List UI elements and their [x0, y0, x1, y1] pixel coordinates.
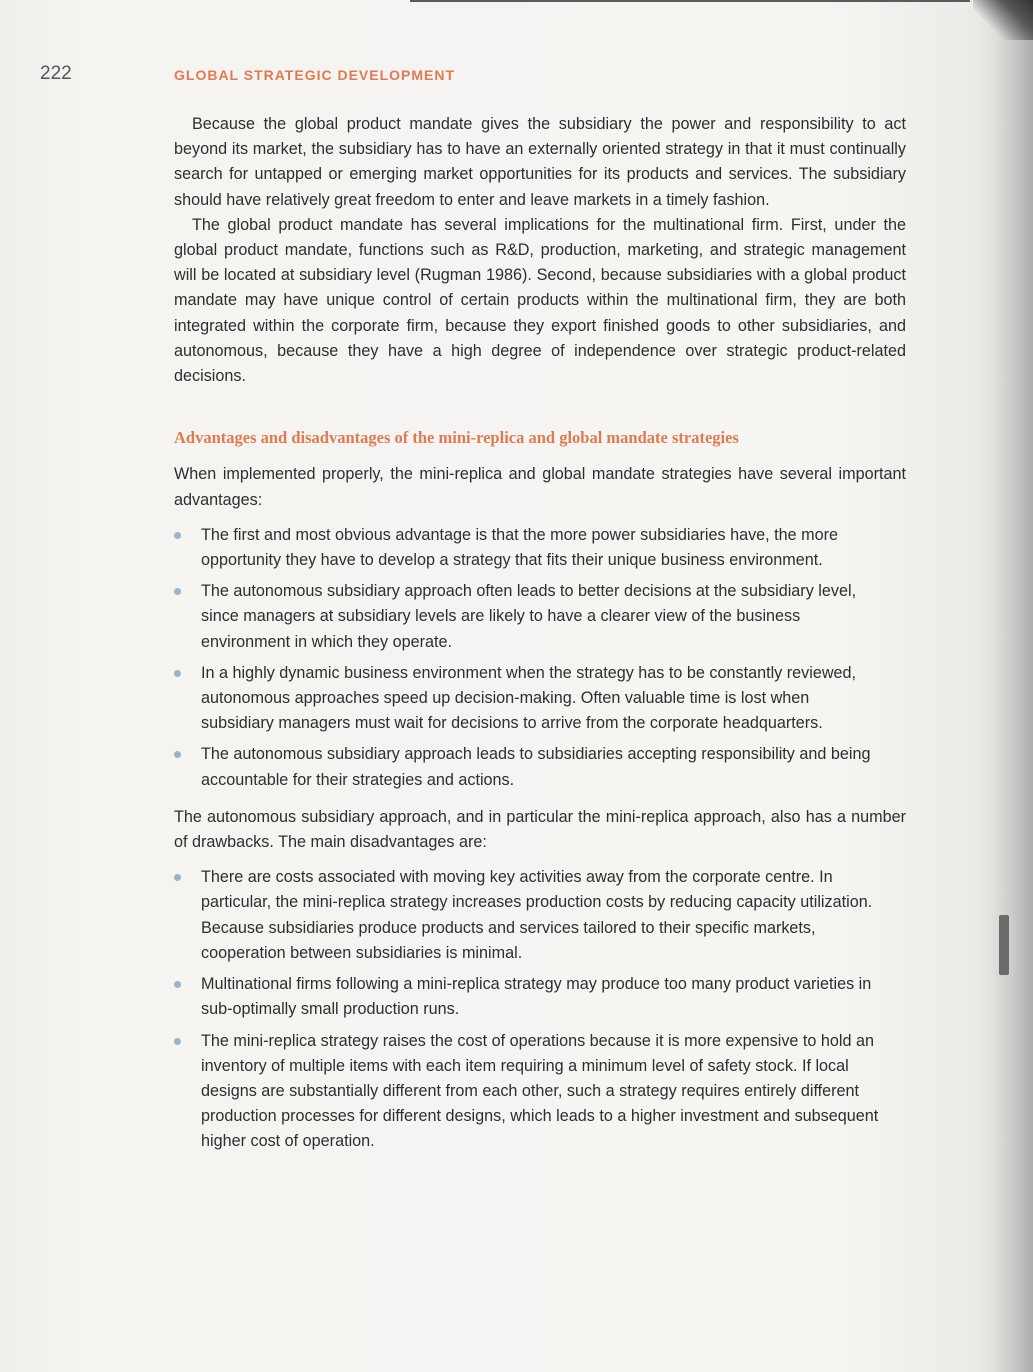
spine-shadow — [991, 0, 1033, 1372]
paragraph-2: The global product mandate has several implications for the multinational firm. First, under the global product mandate, functions such as R&D, production, marketing, and strategic management will be located at subsidiary level (Rugman 1986). Second, because subsidiaries with a global product mandate may have unique control of certain products within the multinational firm, they are both integrated within the corporate firm, because they export finished goods to other subsidiaries, and autonomous, because they have a high degree of independence over strategic product-related decisions. — [174, 215, 906, 386]
bullet-icon — [174, 981, 181, 988]
disadvantages-list — [174, 865, 906, 1154]
top-rule — [410, 0, 970, 2]
main-text — [174, 112, 906, 1167]
list-item — [174, 742, 906, 792]
advantages-intro: When implemented properly, the mini-replica and global mandate strategies have several important advantages: — [174, 465, 906, 509]
list-item-text: The autonomous subsidiary approach leads to subsidiaries accepting responsibility and being accountable for their strategies and actions. — [201, 745, 871, 789]
list-item — [174, 865, 906, 966]
list-item — [174, 661, 906, 737]
list-item — [174, 579, 906, 655]
bullet-icon — [174, 588, 181, 595]
running-head: GLOBAL STRATEGIC DEVELOPMENT — [174, 67, 456, 83]
list-item — [174, 523, 906, 573]
binding-clip — [999, 915, 1009, 975]
list-item-text: Multinational firms following a mini-replica strategy may produce too many product varieties in sub-optimally small production runs. — [201, 975, 872, 1019]
list-item-text: The mini-replica strategy raises the cost of operations because it is more expensive to hold an inventory of multiple items with each item requiring a minimum level of safety stock. If local designs are substantially different from each other, such a strategy requires entirely different production processes for different designs, which leads to a higher investment and subsequent higher cost of operation. — [201, 1031, 879, 1151]
page-corner — [973, 0, 1033, 40]
bullet-icon — [174, 532, 181, 539]
page-number: 222 — [40, 63, 72, 84]
bullet-icon — [174, 1038, 181, 1045]
list-item-text: The first and most obvious advantage is that the more power subsidiaries have, the more opportunity they have to develop a strategy that fits their unique business environment. — [201, 525, 839, 570]
section-heading: Advantages and disadvantages of the mini-replica and global mandate strategies — [174, 428, 739, 448]
list-item-text: There are costs associated with moving key activities away from the corporate centre. In particular, the mini-replica strategy increases production costs by reducing capacity utilization. Because subsidiaries produce products and services tailored to their specific markets, cooperation between subsidiaries is minimal. — [201, 868, 873, 962]
disadvantages-intro: The autonomous subsidiary approach, and in particular the mini-replica approach, also has a number of drawbacks. The main disadvantages are: — [174, 807, 906, 852]
bullet-icon — [174, 874, 181, 881]
paragraph-1: Because the global product mandate gives the subsidiary the power and responsibility to act beyond its market, the subsidiary has to have an externally oriented strategy in that it must continually search for untapped or emerging market opportunities for its products and services. The subsidiary should have relatively great freedom to enter and leave markets in a timely fashion. — [174, 115, 906, 209]
bullet-icon — [174, 751, 181, 758]
list-item-text: In a highly dynamic business environment when the strategy has to be constantly reviewed, autonomous approaches speed up decision-making. Often valuable time is lost when subsidiary managers must wait for decisions to arrive from the corporate headquarters. — [201, 663, 857, 733]
advantages-list — [174, 523, 906, 793]
list-item-text: The autonomous subsidiary approach often leads to better decisions at the subsidiary level, since managers at subsidiary levels are likely to have a clearer view of the business environment in which they operate. — [201, 582, 857, 651]
list-item — [174, 1029, 906, 1155]
list-item — [174, 972, 906, 1022]
bullet-icon — [174, 670, 181, 677]
